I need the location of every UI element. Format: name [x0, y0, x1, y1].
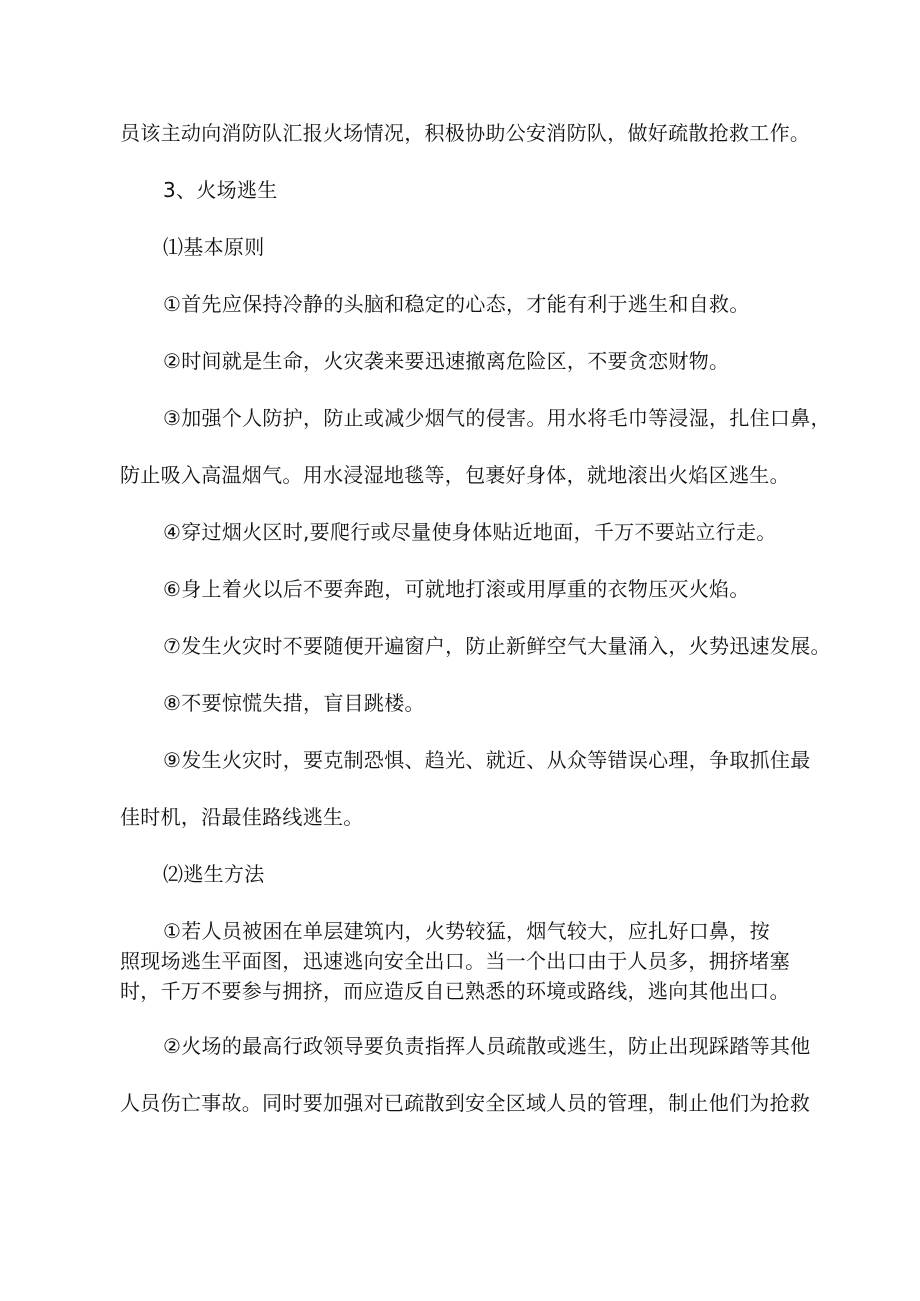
- list-item-continuation: 照现场逃生平面图，迅速逃向安全出口。当一个出口由于人员多，拥挤堵塞: [120, 949, 790, 973]
- subsection-heading: ⑵逃生方法: [163, 862, 265, 886]
- list-item: ③加强个人防护，防止或减少烟气的侵害。用水将毛巾等浸湿，扎住口鼻，: [163, 406, 831, 430]
- paragraph-continuation-line: 员该主动向消防队汇报火场情况，积极协助公安消防队，做好疏散抢救工作。: [120, 121, 811, 145]
- subsection-heading: ⑴基本原则: [163, 235, 265, 259]
- list-item: ②火场的最高行政领导要负责指挥人员疏散或逃生，防止出现踩踏等其他: [163, 1034, 811, 1058]
- list-item-continuation: 佳时机，沿最佳路线逃生。: [120, 805, 364, 829]
- section-heading: 3、火场逃生: [163, 178, 278, 202]
- list-item: ②时间就是生命，火灾袭来要迅速撤离危险区，不要贪恋财物。: [163, 349, 730, 373]
- list-item: ①首先应保持冷静的头脑和稳定的心态，才能有利于逃生和自救。: [163, 292, 750, 316]
- list-item-continuation: 人员伤亡事故。同时要加强对已疏散到安全区域人员的管理，制止他们为抢救: [120, 1091, 811, 1115]
- list-item: ⑦发生火灾时不要随便开遍窗户，防止新鲜空气大量涌入，火势迅速发展。: [163, 634, 831, 658]
- list-item-continuation: 时，千万不要参与拥挤，而应造反自已熟悉的环境或路线，逃向其他出口。: [120, 979, 790, 1003]
- list-item: ⑨发生火灾时，要克制恐惧、趋光、就近、从众等错误心理，争取抓住最: [163, 748, 811, 772]
- list-item: ⑥身上着火以后不要奔跑，可就地打滚或用厚重的衣物压灭火焰。: [163, 577, 750, 601]
- list-item-continuation: 防止吸入高温烟气。用水浸湿地毯等，包裹好身体，就地滚出火焰区逃生。: [120, 463, 790, 487]
- list-item: ⑧不要惊慌失措，盲目跳楼。: [163, 691, 425, 715]
- list-item: ①若人员被困在单层建筑内，火势较猛，烟气较大，应扎好口鼻，按: [163, 919, 770, 943]
- list-item: ④穿过烟火区时,要爬行或尽量使身体贴近地面，千万不要站立行走。: [163, 520, 777, 544]
